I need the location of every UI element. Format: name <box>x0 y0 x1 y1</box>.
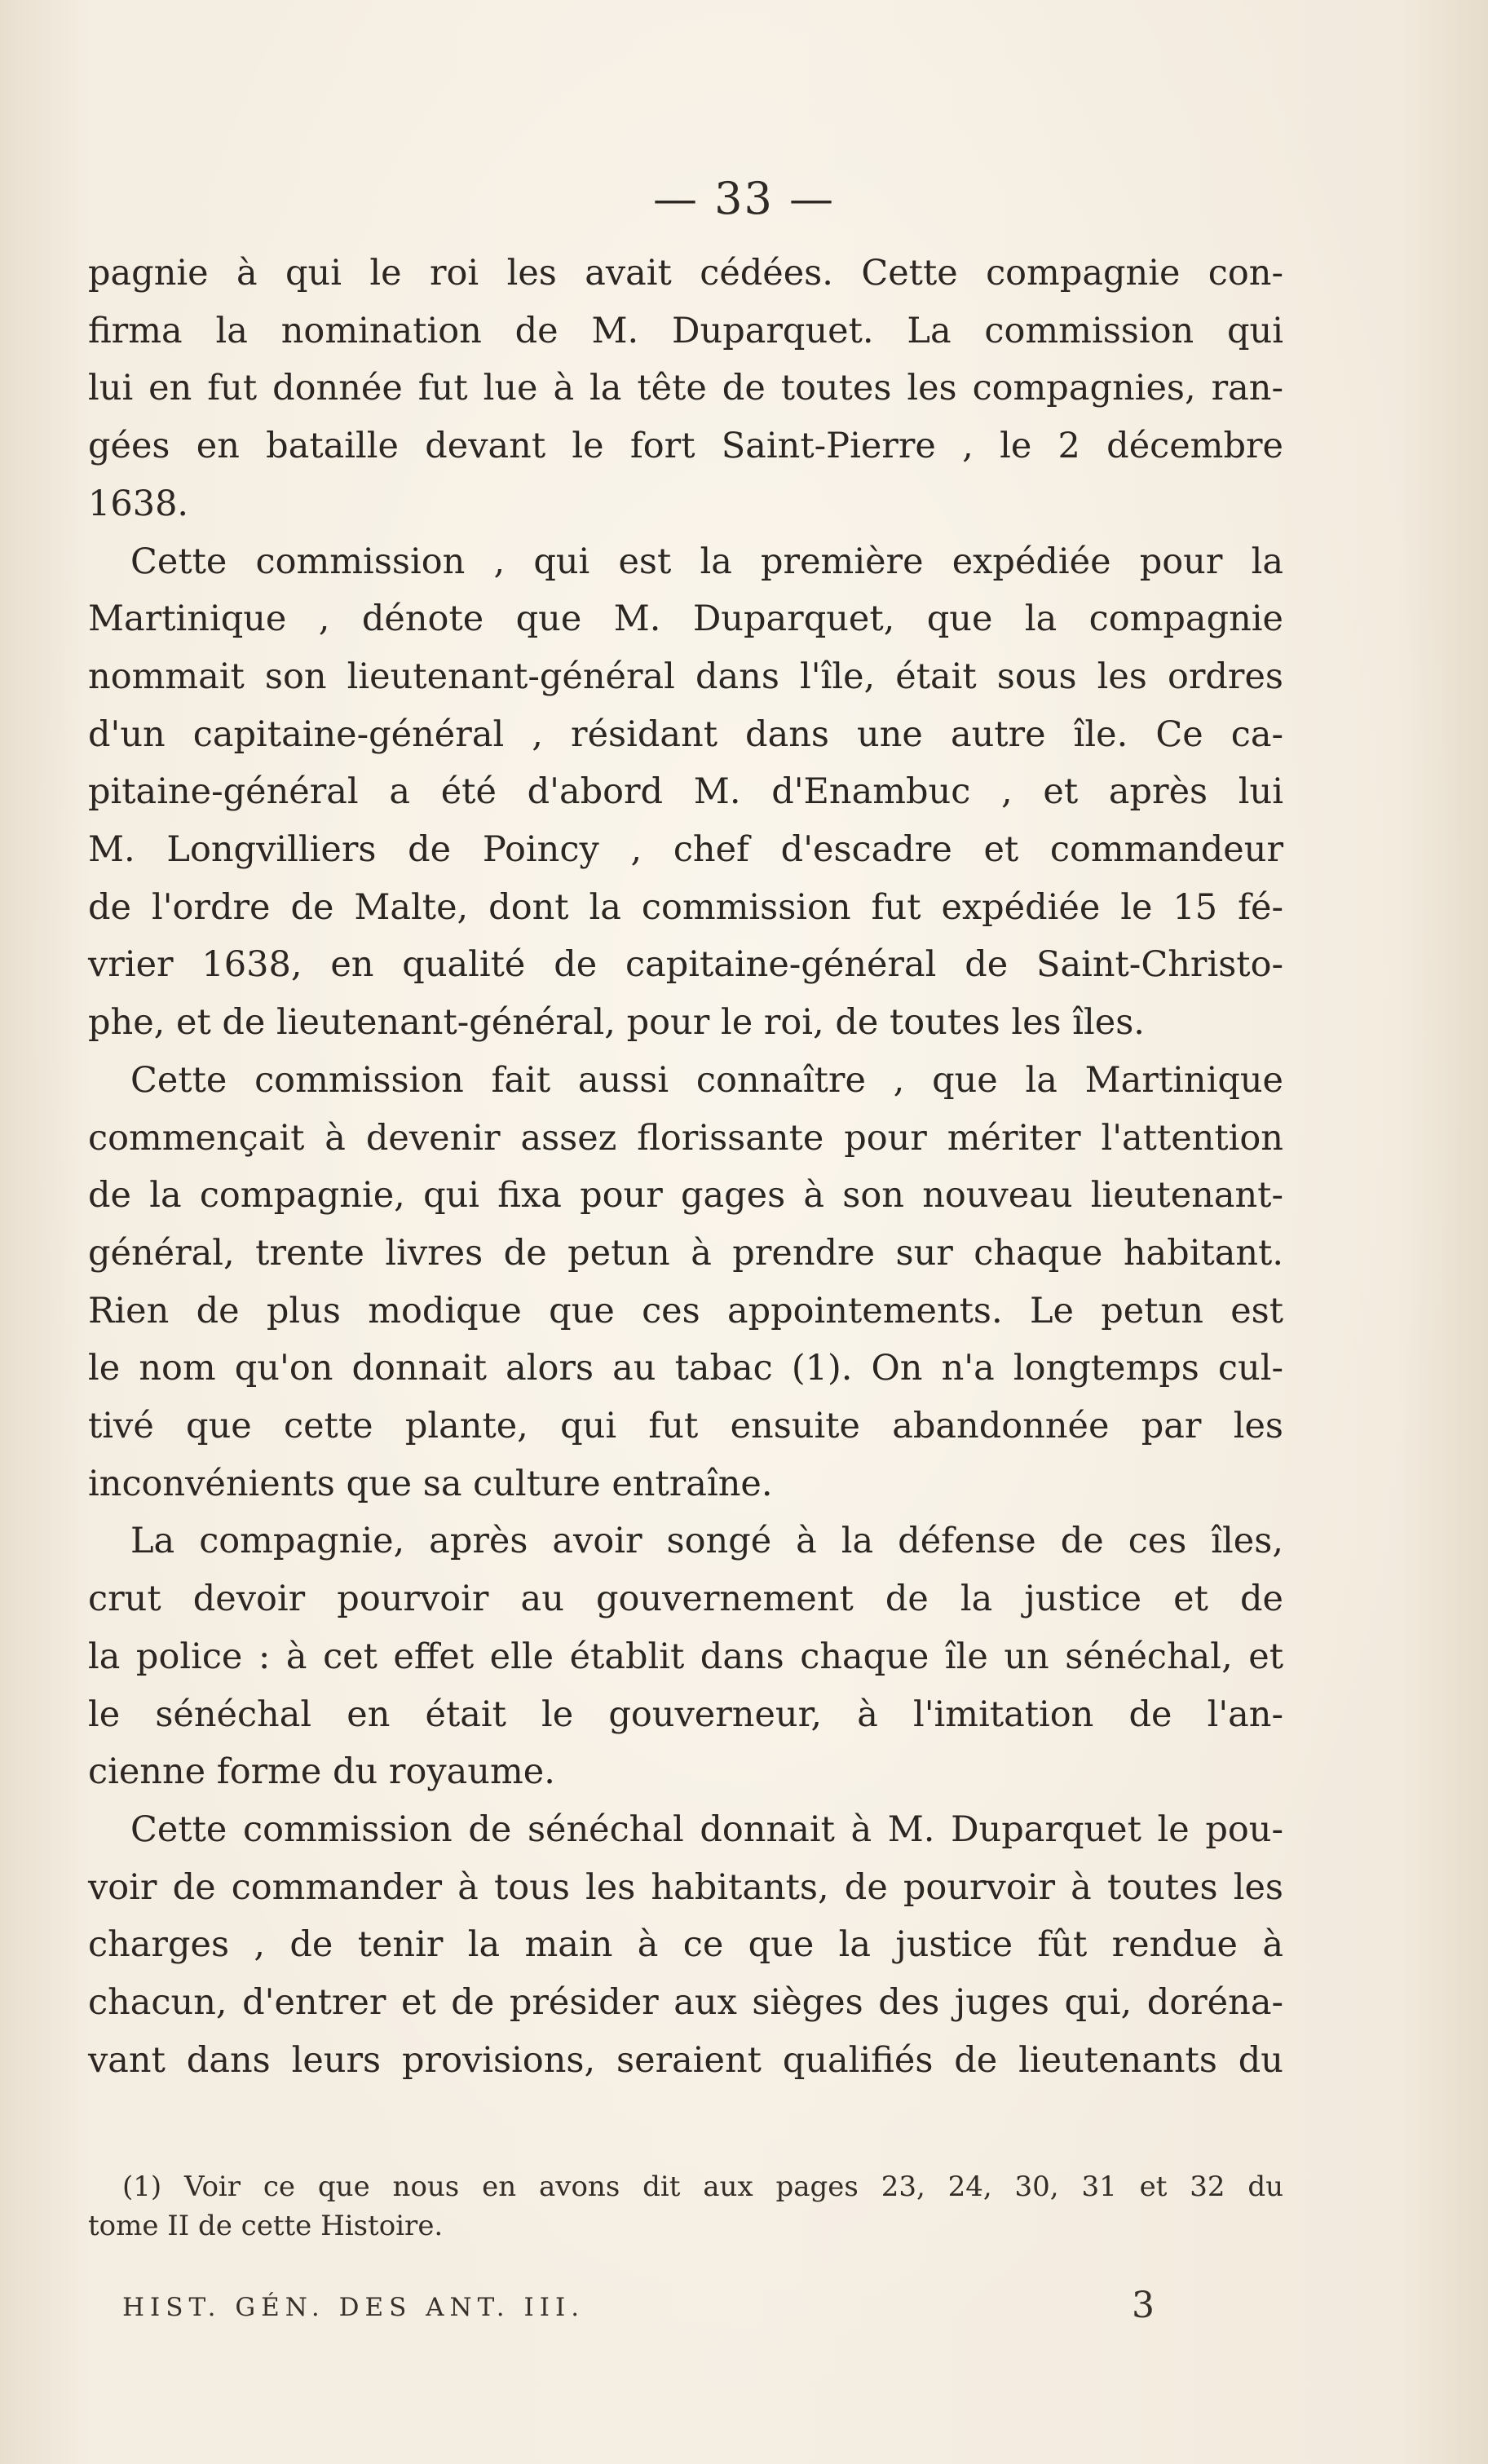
text-line: M. Longvilliers de Poincy , chef d'escadre et commandeur <box>88 829 1283 871</box>
text-line: général, trente livres de petun à prendre sur chaque habitant. <box>88 1232 1283 1274</box>
footnote-line: (1) Voir ce que nous en avons dit aux pages 23, 24, 30, 31 et 32 du <box>122 2170 1283 2203</box>
text-line: vant dans leurs provisions, seraient qualifiés de lieutenants du <box>88 2039 1283 2081</box>
text-line: crut devoir pourvoir au gouvernement de la justice et de <box>88 1579 1283 1620</box>
footnote <box>88 2167 1283 2245</box>
text-line: de la compagnie, qui fixa pour gages à son nouveau lieutenant- <box>88 1175 1283 1217</box>
text-line: charges , de tenir la main à ce que la justice fût rendue à <box>88 1924 1283 1966</box>
text-line: de l'ordre de Malte, dont la commission fut expédiée le 15 fé- <box>88 886 1283 928</box>
body-text <box>88 245 1283 2090</box>
text-line: chacun, d'entrer et de présider aux sièges des juges qui, doréna- <box>88 1982 1283 2024</box>
text-line: voir de commander à tous les habitants, de pourvoir à toutes les <box>88 1866 1283 1908</box>
text-line: vrier 1638, en qualité de capitaine-général de Saint-Christo- <box>88 944 1283 986</box>
text-line: Cette commission fait aussi connaître , que la Martinique <box>130 1059 1283 1101</box>
text-line: d'un capitaine-général , résidant dans une autre île. Ce ca- <box>88 713 1283 755</box>
text-line: 1638. <box>88 483 189 524</box>
text-line: Martinique , dénote que M. Duparquet, que la compagnie <box>88 598 1283 640</box>
page-number: — 33 — <box>652 173 836 224</box>
signature-folio: 3 <box>1132 2285 1155 2326</box>
text-line: nommait son lieutenant-général dans l'île, était sous les ordres <box>88 656 1283 697</box>
text-line: Cette commission de sénéchal donnait à M. Duparquet le pou- <box>130 1808 1283 1850</box>
text-line: commençait à devenir assez florissante pour mériter l'attention <box>88 1117 1283 1159</box>
text-line: Rien de plus modique que ces appointements. Le petun est <box>88 1290 1283 1331</box>
text-line: tivé que cette plante, qui fut ensuite abandonnée par les <box>88 1406 1283 1447</box>
text-line: inconvénients que sa culture entraîne. <box>88 1463 773 1504</box>
text-line: La compagnie, après avoir songé à la défense de ces îles, <box>130 1521 1283 1562</box>
text-line: cienne forme du royaume. <box>88 1751 555 1793</box>
text-line: la police : à cet effet elle établit dans chaque île un sénéchal, et <box>88 1636 1283 1677</box>
text-line: phe, et de lieutenant-général, pour le roi, de toutes les îles. <box>88 1002 1145 1044</box>
text-line: pagnie à qui le roi les avait cédées. Cette compagnie con- <box>88 253 1283 294</box>
text-line: gées en bataille devant le fort Saint-Pierre , le 2 décembre <box>88 426 1283 467</box>
text-line: le sénéchal en était le gouverneur, à l'imitation de l'an- <box>88 1693 1283 1735</box>
text-line: le nom qu'on donnait alors au tabac (1). On n'a longtemps cul- <box>88 1348 1283 1389</box>
text-line: lui en fut donnée fut lue à la tête de toutes les compagnies, ran- <box>88 368 1283 409</box>
footnote-line: tome II de cette Histoire. <box>88 2210 444 2242</box>
text-line: Cette commission , qui est la première expédiée pour la <box>130 541 1283 582</box>
text-line: pitaine-général a été d'abord M. d'Enambuc , et après lui <box>88 771 1283 813</box>
text-line: firma la nomination de M. Duparquet. La commission qui <box>88 310 1283 351</box>
printer-signature: HIST. GÉN. DES ANT. III. <box>122 2293 585 2322</box>
